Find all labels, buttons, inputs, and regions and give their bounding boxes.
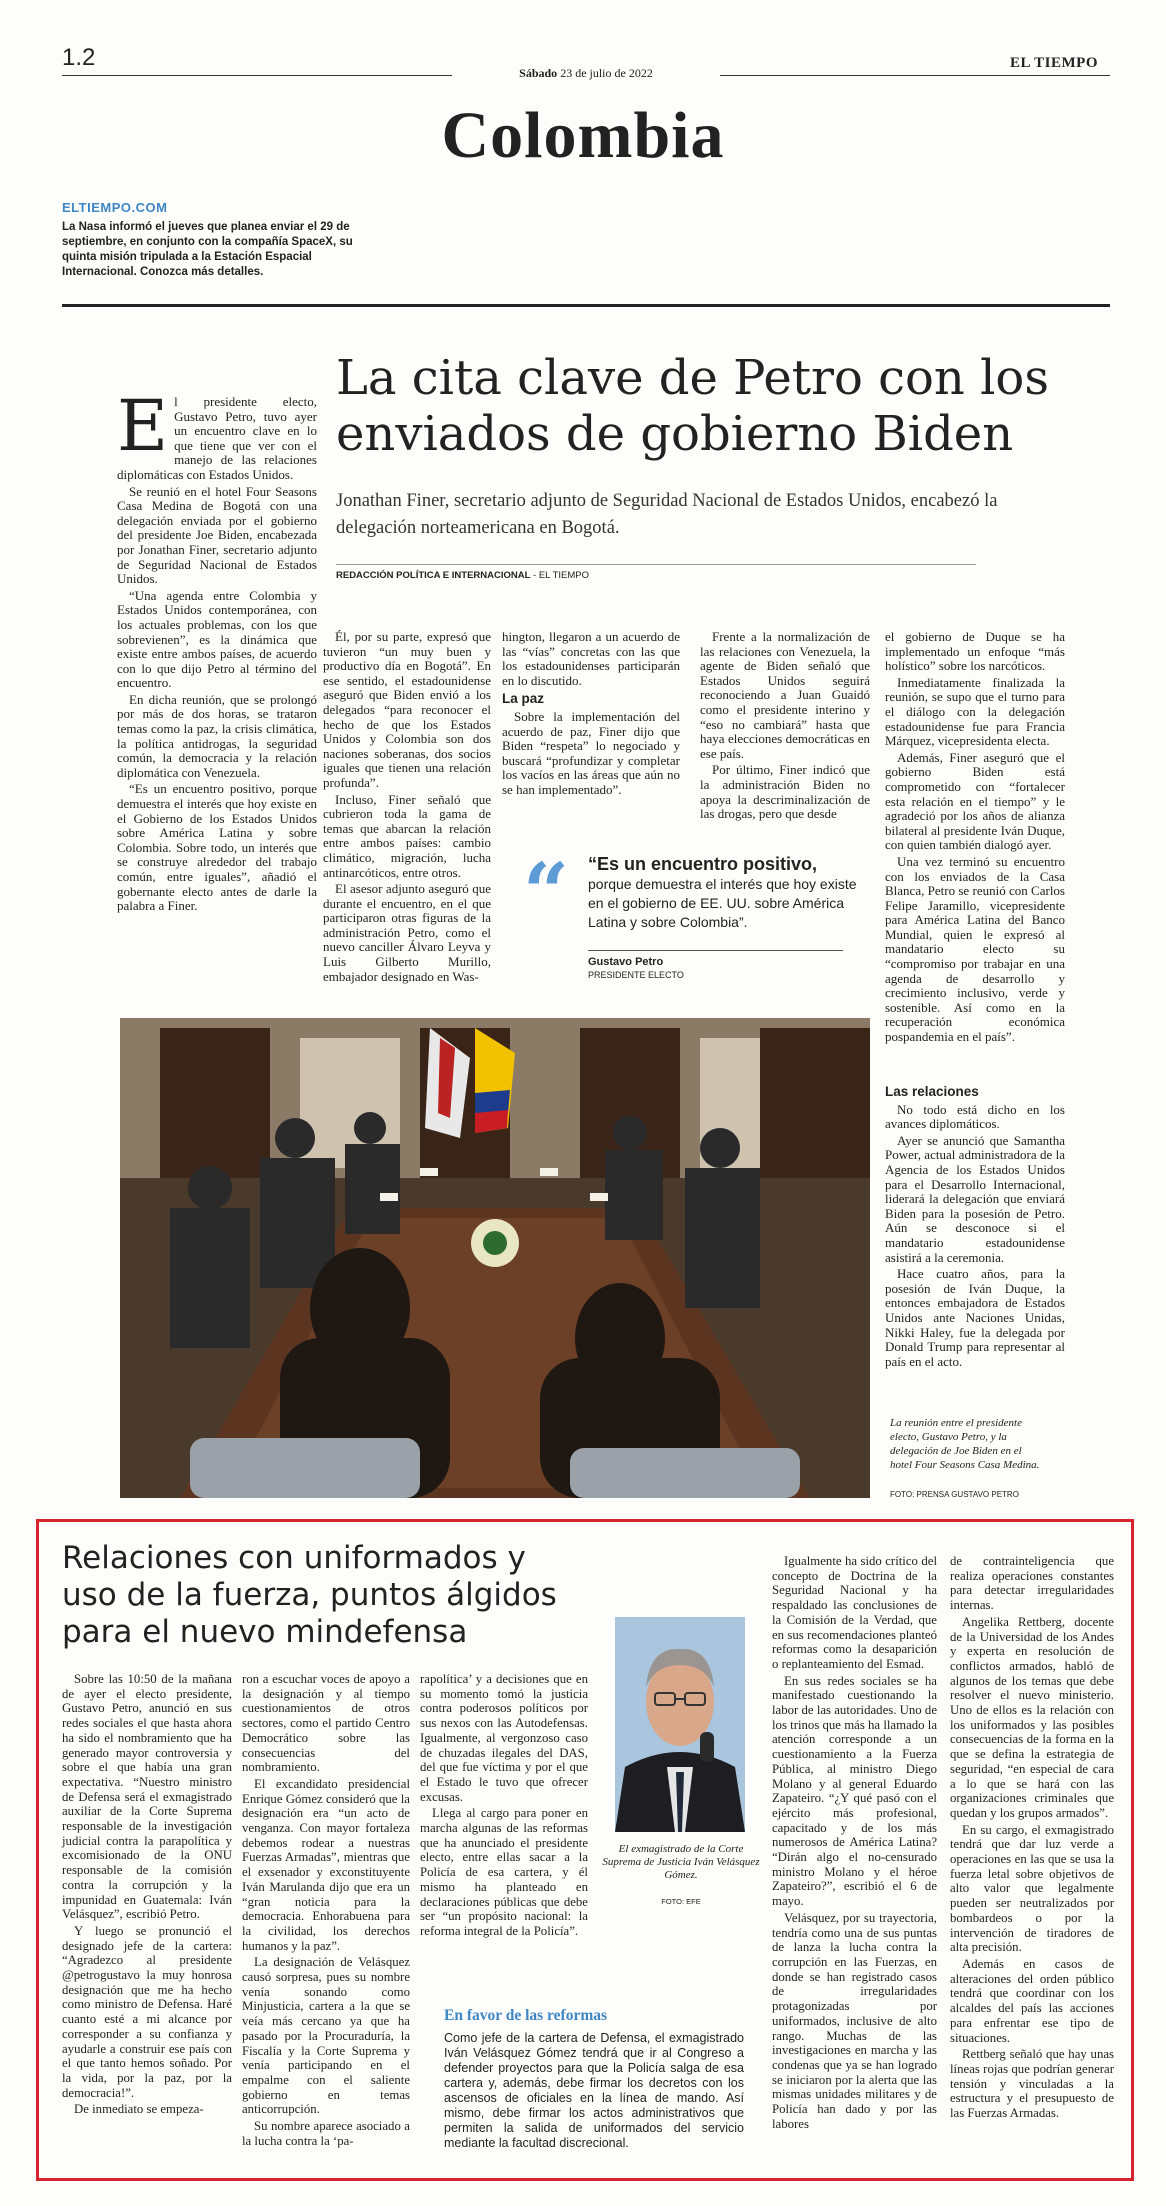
paragraph: La designación de Velásquez causó sorpresa, pues su nombre venía sonando como Minjusticia, cartera a la que se veía más cercano ya que ha pasado por la Procuraduría, la Fiscalía y la Corte Suprema y venía participando en el empalme con el saliente gobierno en temas anticorrupción.: [242, 1955, 410, 2117]
paragraph: Además, Finer aseguró que el gobierno Biden está comprometido con “fortalecer esta relación en el tiempo” y le agradeció por los años de alianza bilateral al presidente Iván Duque, con quien también dialogó ayer.: [885, 749, 1065, 853]
paragraph: De inmediato se empeza-: [74, 2102, 204, 2117]
paragraph: Incluso, Finer señaló que cubrieron toda la gama de temas que abarcan la relación entre ambos países: cambio climático, migración, lucha antinarcóticos, entre otros.: [323, 791, 491, 880]
paragraph: el gobierno de Duque se ha implementado un enfoque “más holístico” sobre los narcóticos.: [885, 629, 1065, 674]
paragraph: Sobre las 10:50 de la mañana de ayer el electo presidente, Gustavo Petro, anunció en sus redes sociales el que hasta ahora ha sido el nombramiento que ha generado mayor controversia y sobre el que había una gran expectativa. “Nuestro ministro de Defensa será el exmagistrado auxiliar de la Corte Suprema responsable de la investigación judicial contra la parapolítica y excomisionado de la ONU responsable de la comisión contra la corrupción y la impunidad en Guatemala: Iván Velásquez”, escribió Petro.: [62, 1672, 232, 1922]
quote-author-role: PRESIDENTE ELECTO: [588, 970, 684, 980]
paragraph-text: l presidente electo, Gustavo Petro, tuvo ayer un encuentro clave en lo que tiene que ver con el manejo de las relaciones diplomáticas con Estados Unidos.: [117, 394, 317, 482]
site-promo-label[interactable]: ELTIEMPO.COM: [62, 200, 168, 215]
paragraph: Se reunió en el hotel Four Seasons Casa Medina de Bogotá con una delegación enviada por el gobierno del presidente Joe Biden, encabezada por Jonathan Finer, secretario adjunto de Seguridad Nacional de Estados Unidos.: [117, 483, 317, 587]
paragraph: Frente a la normalización de las relaciones con Venezuela, la agente de Biden señaló que Estados Unidos seguirá reconociendo a Juan Guaidó como el presidente interino y “eso no cambiará” hasta que haya elecciones democráticas en ese país.: [700, 629, 870, 761]
main-col-2: [323, 630, 491, 986]
subheading-las-relaciones: Las relaciones: [885, 1084, 979, 1099]
pull-quote-lead: “Es un encuentro positivo,: [588, 854, 818, 874]
paragraph: Por último, Finer indicó que la administración Biden no apoya la descriminalización de las drogas, pero que desde: [700, 762, 870, 822]
paragraph: El asesor adjunto aseguró que durante el encuentro, en el que participaron otras figuras de la administración Petro, como el nuevo canciller Álvaro Leyva y Luis Gilberto Murillo, embajador designado en Was-: [323, 881, 491, 984]
paragraph: “Una agenda entre Colombia y Estados Unidos contemporánea, con los actuales problemas, con los que sobrevienen”, es la dinámica que existe entre ambos países, de acuerdo con lo que dijo Petro al término del encuentro.: [117, 587, 317, 691]
paragraph: En dicha reunión, que se prolongó por más de dos horas, se trataron temas como la paz, la crisis climática, la política antidrogas, la seguridad común, la democracia y la relación diplomática con Venezuela.: [117, 691, 317, 780]
box-headline: Relaciones con uniformados y uso de la fuerza, puntos álgidos para el nuevo mindefensa: [62, 1540, 557, 1650]
portrait-caption: El exmagistrado de la Corte Suprema de Justicia Iván Velásquez Gómez.: [602, 1843, 760, 1881]
paragraph: Hace cuatro años, para la posesión de Iván Duque, la entonces embajadora de Estados Unidos ante Naciones Unidas, Nikki Haley, fue la delegada por Donald Trump para representar al país en el acto.: [885, 1266, 1065, 1369]
section-title: Colombia: [441, 99, 725, 172]
main-col-5: [885, 630, 1065, 1047]
paragraph: hington, llegaron a un acuerdo de las “vías” concretas con las que los estadounidenses participarán en lo discutido.: [502, 629, 680, 688]
paragraph: Igualmente ha sido crítico del concepto de Doctrina de la Seguridad Nacional y ha respaldado las conclusiones de la Comisión de la Verdad, que en sus recomendaciones planteó reformas como la desaparición o replanteamiento del Esmad.: [772, 1554, 937, 1671]
subheading-la-paz: La paz: [502, 691, 545, 707]
paragraph: El excandidato presidencial Enrique Gómez consideró que la designación era “un acto de venganza. Con mayor fortaleza debemos rodear a nuestras Fuerzas Armadas”, mientras que el exsenador y exconstituyente Iván Marulanda dijo que era un “gran noticia para la democracia. Enhorabuena para la civilidad, los derechos humanos y la paz”.: [242, 1776, 410, 1953]
main-col-3: [502, 630, 680, 800]
photo-caption: La reunión entre el presidente electo, Gustavo Petro, y la delegación de Joe Biden en el hotel Four Seasons Casa Medina.: [890, 1417, 1040, 1471]
box-col-5: [950, 1554, 1114, 2123]
page-number: 1.2: [62, 44, 96, 71]
paragraph: Angelika Rettberg, docente de la Universidad de los Andes y experta en resolución de conflictos armados, habló de algunos de los temas que debe resolver el nuevo ministerio. Uno de ellos es la relación con los uniformados y las posibles consecuencias de la forma en la que se defina la estrategia de seguridad, “en especial de cara a lo que se hará con las organizaciones criminales que quedan y los grupos armados”.: [950, 1614, 1114, 1820]
quote-rule: [588, 950, 843, 951]
paragraph: Llega al cargo para poner en marcha algunas de las reformas que ha anunciado el presidente electo, entre ellas sacar a la Policía de esa cartera, y él mismo ha planteado en declaraciones públicas que debe ser “un propósito nacional: la reforma integral de la Policía”.: [420, 1806, 588, 1938]
sub-text: Como jefe de la cartera de Defensa, el exmagistrado Iván Velásquez Gómez tendrá que ir al Congreso a defender proyectos para que la Policía salga de esa cartera y, además, debe firmar los decretos con los ascensos de oficiales en la línea de mando. Así mismo, debe firmar los actos administrativos que permiten la salida de uniformados del servicio mediante la facultad discrecional.: [444, 2031, 744, 2150]
main-headline: La cita clave de Petro con los enviados de gobierno Biden: [336, 350, 1049, 462]
paragraph: de contrainteligencia que realiza operaciones constantes para detectar irregularidades internas.: [950, 1554, 1114, 1613]
byline-outlet: - EL TIEMPO: [530, 570, 590, 581]
paragraph: Inmediatamente finalizada la reunión, se supo que el turno para el diálogo con la delegación estadounidense fue para Francia Márquez, vicepresidenta electa.: [885, 674, 1065, 749]
box-col-3: [420, 1672, 588, 1941]
velasquez-portrait: [615, 1617, 745, 1832]
byline-rule: [336, 564, 976, 565]
header-rule-right: [720, 75, 1110, 76]
paragraph: En su cargo, el exmagistrado tendrá que dar luz verde a operaciones en las que se usa la fuerza letal sobre objetivos de alto valor que legalmente pueden ser neutralizados por bombardeos o por la intervención de tiradores de alta precisión.: [950, 1822, 1114, 1955]
paragraph: No todo está dicho en los avances diplomáticos.: [885, 1101, 1065, 1132]
box-col-2: [242, 1672, 410, 2151]
section-divider: [62, 304, 1110, 307]
main-col-5b: [885, 1081, 1065, 1371]
main-deck: Jonathan Finer, secretario adjunto de Seguridad Nacional de Estados Unidos, encabezó la delegación norteamericana en Bogotá.: [336, 491, 998, 538]
paragraph: Sobre la implementación del acuerdo de paz, Finer dijo que Biden “respeta” lo negociado y buscará “profundizar y completar los vacíos en las áreas que aún no se han implementado”.: [502, 708, 680, 797]
paragraph: Una vez terminó su encuentro con los enviados de la Casa Blanca, Petro se reunió con Carlos Felipe Jaramillo, vicepresidente para América Latina del Banco Mundial, quien le expresó al mandatario electo su “compromiso por trabajar en una agenda de desarrollo y crecimiento inclusivo, verde y sostenible. Así como en la recuperación económica pospandemia en el país”.: [885, 853, 1065, 1045]
paragraph: Rettberg señaló que hay unas líneas rojas que podrían generar tensión y vinculadas a la estructura y el presupuesto de las Fuerzas Armadas.: [950, 2047, 1114, 2121]
edition-date: [452, 66, 720, 81]
paragraph: Su nombre aparece asociado a la lucha contra la ‘pa-: [242, 2119, 410, 2148]
header-rule-left: [62, 75, 452, 76]
quote-author: Gustavo Petro: [588, 956, 664, 968]
meeting-photo: [120, 1018, 870, 1498]
date-rest: 23 de julio de 2022: [557, 66, 653, 80]
photo-credit: FOTO: PRENSA GUSTAVO PETRO: [890, 1490, 1019, 1499]
pull-quote-rest: porque demuestra el interés que hoy existe en el gobierno de EE. UU. sobre América Latina y sobre Colombia”.: [588, 876, 857, 930]
portrait-credit: FOTO: EFE: [661, 1897, 701, 1906]
paragraph: Además en casos de alteraciones del orden público tendrá que coordinar con los alcaldes del país las acciones para enfrentar ese tipo de situaciones.: [950, 1956, 1114, 2045]
main-col-4: [700, 630, 870, 824]
dropcap: E: [117, 385, 169, 467]
quote-mark-icon: “: [523, 845, 570, 939]
paragraph: ron a escuchar voces de apoyo a la designación y al tiempo cuestionamientos de otros sectores, como el partido Centro Democrático sobre las consecuencias del nombramiento.: [242, 1672, 410, 1775]
date-day: Sábado: [519, 66, 558, 80]
byline-desk: REDACCIÓN POLÍTICA E INTERNACIONAL: [336, 570, 531, 581]
paragraph: Velásquez, por su trayectoria, tendría como una de sus puntas de lanza la lucha contra la corrupción en las Fuerzas, en donde se han registrado casos de irregularidades protagonizadas por uniformados, inclusive de alto rango. Muchas de las investigaciones en marcha y las condenas que ya se han logrado se iniciaron por la alerta que las mismas unidades militares y de Policía han dado y por las labores: [772, 1910, 937, 2131]
box-col-1: [62, 1672, 232, 2119]
paragraph: Ayer se anunció que Samantha Power, actual administradora de la Agencia de los Estados Unidos para el Desarrollo Internacional, liderará la delegación que enviará Biden para la posesión de Petro. Aún se desconoce si el mandatario estadounidense asistirá a la ceremonia.: [885, 1132, 1065, 1265]
sub-heading: En favor de las reformas: [444, 2007, 608, 2024]
site-promo-text: La Nasa informó el jueves que planea enviar el 29 de septiembre, en conjunto con la compañía SpaceX, su quinta misión tripulada a la Estación Espacial Internacional. Conozca más detalles.: [62, 221, 353, 278]
main-col-1: [117, 385, 317, 916]
pull-quote: [588, 855, 863, 932]
byline: [336, 570, 589, 581]
box-col-4: [772, 1554, 937, 2133]
newspaper-brand: EL TIEMPO: [1010, 55, 1098, 71]
paragraph: Él, por su parte, expresó que tuvieron “un muy buen y productivo día en Bogotá”. En ese sentido, el estadounidense aseguró que Biden envió a los delegados “para reconocer el hecho de que los Estados Unidos y Colombia son dos naciones soberanas, dos socios iguales que tienen una relación profunda”.: [323, 629, 491, 790]
paragraph: rapolítica’ y a decisiones que en su momento tomó la justicia contra poderosos políticos por sus nexos con las Autodefensas. Igualmente, al vergonzoso caso de chuzadas ilegales del DAS, del que fue víctima y por el que el Estado le tuvo que ofrecer excusas.: [420, 1672, 588, 1804]
paragraph: [117, 385, 317, 483]
paragraph: “Es un encuentro positivo, porque demuestra el interés que hoy existe en el Gobierno de los Estados Unidos sobre América Latina y sobre Colombia. Sobre todo, un interés que se construye alrededor del trabajo común, entre iguales”, añadió el gobernante electo antes de darle la palabra a Finer.: [117, 781, 317, 914]
paragraph: En sus redes sociales se ha manifestado cuestionando la labor de las autoridades. Uno de los trinos que más ha llamado la atención corresponde a un cuestionamiento a la Fuerza Pública, al ministro Diego Molano y al general Eduardo Zapateiro. “¿Y qué pasó con el ejército más profesional, capacitado y de los más numerosos de América Latina? “Dirán algo el no-censurado ministro Molano y el héroe Zapateiro?”, escribió el 6 de mayo.: [772, 1673, 937, 1909]
paragraph: Y luego se pronunció el designado jefe de la cartera: “Agradezco al presidente @petrogustavo la muy honrosa designación que me ha hecho como ministro de Defensa. Haré cuanto esté a mi alcance por corresponder a su confianza y ayudarle a construir ese país con el que tanto hemos soñado. Por la vida, por la paz, por la democracia!”.: [62, 1923, 232, 2100]
